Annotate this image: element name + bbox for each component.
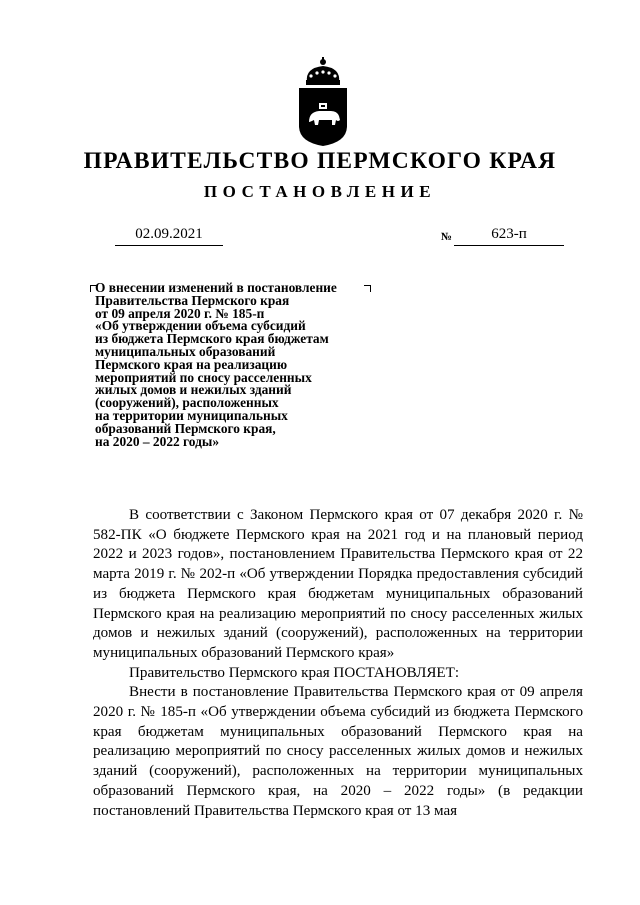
subject-line: на территории муниципальных	[95, 407, 288, 423]
document-type: ПОСТАНОВЛЕНИЕ	[203, 182, 437, 201]
document-number-field	[441, 226, 564, 246]
subject-line: «Об утверждении объема субсидий	[95, 318, 306, 334]
subject-line: из бюджета Пермского края бюджетам	[95, 331, 329, 347]
body-paragraph-amendment: Внести в постановление Правительства Пермского края от 09 апреля 2020 г. № 185-п «Об утверждении объема субсидий из бюджета Пермского края бюджетам муниципальных образований Пермского края на реализацию мероприятий по сносу расселенных жилых домов и нежилых зданий (сооружений), расположенных на территории муниципальных образований Пермского края, на 2020 – 2022 годы» (в редакции постановлений Правительства Пермского края от 13 мая	[93, 684, 583, 819]
crown-icon	[306, 57, 340, 85]
subject-line: жилых домов и нежилых зданий	[95, 382, 292, 398]
subject-line: образований Пермского края,	[95, 420, 276, 436]
body-paragraph-resolution: Правительство Пермского края ПОСТАНОВЛЯЕТ:	[129, 664, 460, 681]
perm-krai-coat-of-arms	[295, 56, 351, 148]
number-sign: №	[441, 231, 453, 243]
subject-line: (сооружений), расположенных	[95, 395, 279, 411]
subject-line: Пермского края на реализацию	[95, 356, 288, 372]
subject-line: на 2020 – 2022 годы»	[95, 433, 220, 449]
subject-line: от 09 апреля 2020 г. № 185-п	[95, 305, 265, 321]
document-subject	[95, 282, 385, 448]
document-number: 623-п	[454, 226, 564, 246]
subject-line: мероприятий по сносу расселенных	[95, 369, 312, 385]
subject-line: муниципальных образований	[95, 343, 276, 359]
document-body	[93, 506, 583, 821]
document-date: 02.09.2021	[115, 226, 223, 246]
government-title: ПРАВИТЕЛЬСТВО ПЕРМСКОГО КРАЯ	[83, 148, 557, 174]
body-paragraph-preamble: В соответствии с Законом Пермского края от 07 декабря 2020 г. № 582-ПК «О бюджете Пермского края на 2021 год и на плановый период 2022 и 2023 годов», постановлением Правительства Пермского края от 22 марта 2019 г. № 202-п «Об утверждении Порядка предоставления субсидий из бюджета Пермского края бюджетам муниципальных образований Пермского края на реализацию мероприятий по сносу расселенных жилых домов и нежилых зданий (сооружений), расположенных на территории муниципальных образований Пермского края»	[93, 507, 583, 661]
subject-line: О внесении изменений в постановление	[95, 280, 337, 295]
subject-line: Правительства Пермского края	[95, 292, 290, 308]
